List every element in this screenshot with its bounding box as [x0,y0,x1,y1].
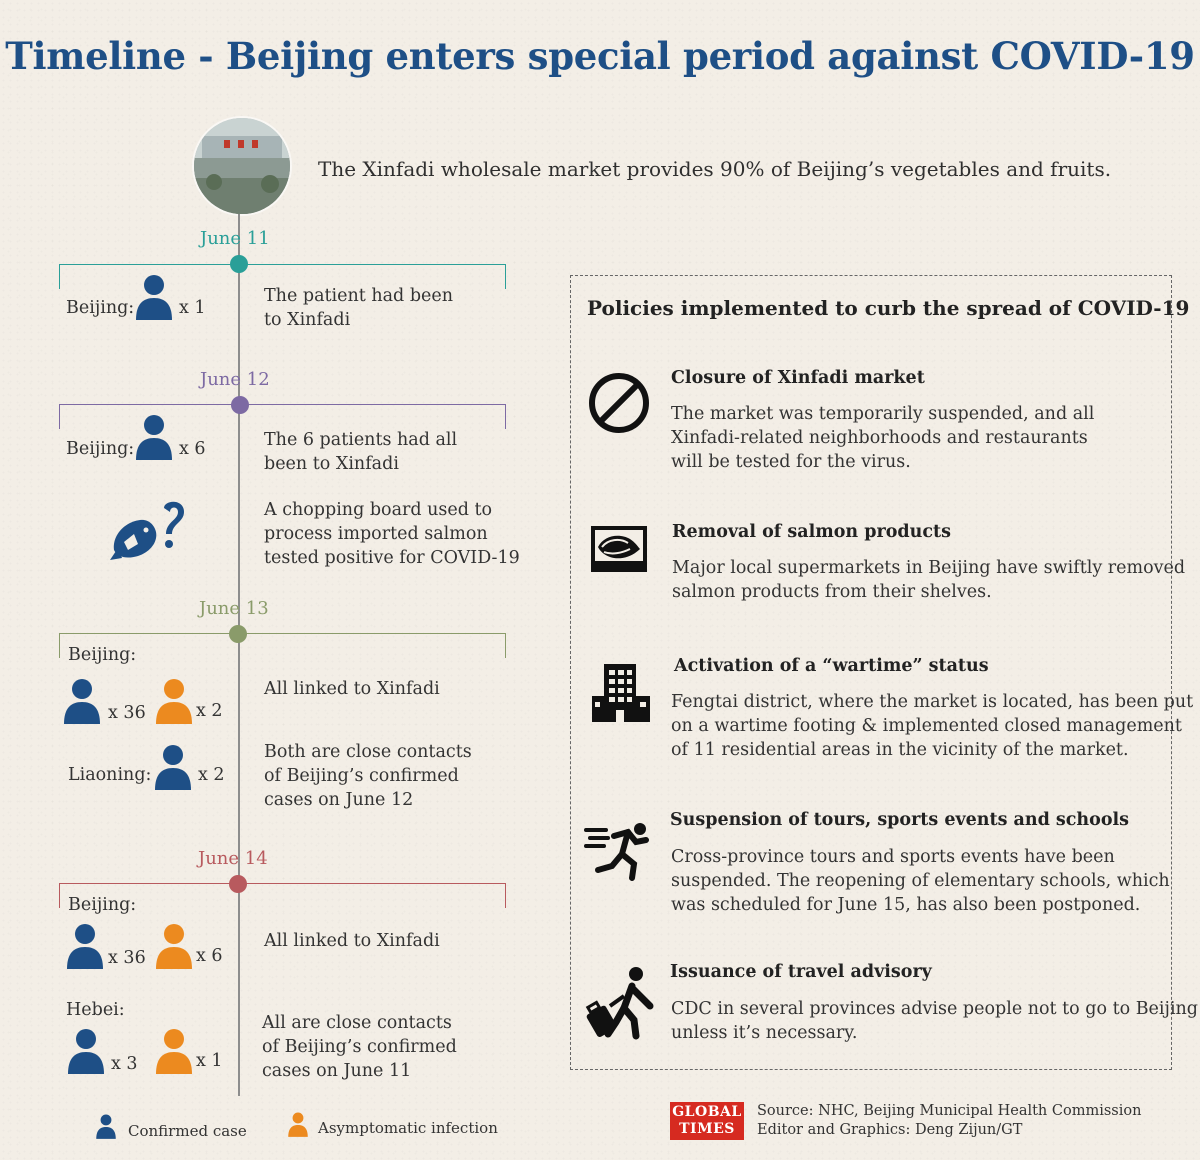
confirmed-person-icon [134,274,174,322]
count-beijing-june-12: x 6 [179,439,206,459]
asymptomatic-person-icon [154,923,194,971]
loc-beijing-june-13: Beijing: [68,645,137,665]
date-june-14: June 14 [198,848,268,869]
global-times-logo: GLOBAL TIMES [670,1102,744,1140]
legend-confirmed-icon [95,1114,117,1140]
count-beijing-asym-june-14: x 6 [196,946,223,966]
count-liaoning-june-13: x 2 [198,765,225,785]
policy-body-salmon: Major local supermarkets in Beijing have swiftly removed salmon products from their shelves. [672,558,1186,602]
runner-icon [584,822,654,882]
prohibited-icon [587,371,651,435]
legend-asymptomatic-label: Asymptomatic infection [318,1119,498,1137]
policy-title-suspension: Suspension of tours, sports events and schools [670,810,1129,830]
dot-june-13 [229,625,247,643]
text-june-12: The 6 patients had all been to Xinfadi [264,430,458,474]
count-hebei-asym-june-14: x 1 [196,1051,223,1071]
asymptomatic-person-icon [154,1028,194,1076]
date-june-13: June 13 [199,598,269,619]
confirmed-person-icon [66,1028,106,1076]
policy-title-wartime: Activation of a “wartime” status [674,656,989,676]
dot-june-12 [231,396,249,414]
bracket-june-12 [59,404,506,429]
confirmed-person-icon [134,414,174,462]
policy-body-suspension: Cross-province tours and sports events have been suspended. The reopening of elementary schools, which was scheduled for June 15, has also been postponed. [671,847,1170,915]
loc-beijing-june-11: Beijing: [66,298,135,318]
traveler-icon [584,966,656,1040]
building-icon [590,660,652,724]
policy-title-salmon: Removal of salmon products [672,522,951,542]
count-beijing-confirmed-june-13: x 36 [108,703,146,723]
salmon-icon [590,525,648,573]
confirmed-person-icon [65,923,105,971]
beijing-text-june-13: All linked to Xinfadi [264,679,440,699]
loc-beijing-june-14: Beijing: [68,895,137,915]
policy-body-closure: The market was temporarily suspended, and all Xinfadi-related neighborhoods and restaurants will be tested for the virus. [671,404,1095,472]
count-beijing-confirmed-june-14: x 36 [108,948,146,968]
policy-title-travel: Issuance of travel advisory [670,962,932,982]
confirmed-person-icon [153,744,193,792]
date-june-12: June 12 [200,369,270,390]
intro-text: The Xinfadi wholesale market provides 90% of Beijing’s vegetables and fruits. [318,157,1112,181]
policies-heading: Policies implemented to curb the spread of COVID-19 [587,296,1190,320]
count-hebei-confirmed-june-14: x 3 [111,1054,138,1074]
text-june-11: The patient had been to Xinfadi [264,286,454,330]
dot-june-14 [229,875,247,893]
date-june-11: June 11 [200,228,270,249]
salmon-text-june-12: A chopping board used to process imported salmon tested positive for COVID-19 [264,500,520,568]
count-beijing-june-11: x 1 [179,298,206,318]
loc-liaoning-june-13: Liaoning: [68,765,152,785]
xinfadi-market-photo [194,118,290,214]
asymptomatic-person-icon [154,678,194,726]
legend-asymptomatic-icon [287,1112,309,1138]
dot-june-11 [230,255,248,273]
policy-body-travel: CDC in several provinces advise people not to go to Beijing unless it’s necessary. [671,999,1199,1043]
liaoning-text-june-13: Both are close contacts of Beijing’s confirmed cases on June 12 [264,742,472,810]
credit-line: Editor and Graphics: Deng Zijun/GT [757,1122,1023,1138]
loc-hebei-june-14: Hebei: [66,1000,125,1020]
source-line: Source: NHC, Beijing Municipal Health Commission [757,1103,1142,1119]
beijing-text-june-14: All linked to Xinfadi [264,931,440,951]
page-title: Timeline - Beijing enters special period against COVID-19 [5,34,1195,78]
policy-body-wartime: Fengtai district, where the market is located, has been put on a wartime footing & implemented closed management of 11 residential areas in the vicinity of the market. [671,692,1194,760]
confirmed-person-icon [62,678,102,726]
loc-beijing-june-12: Beijing: [66,439,135,459]
count-beijing-asym-june-13: x 2 [196,701,223,721]
legend-confirmed-label: Confirmed case [128,1122,247,1140]
salmon-question-icon [108,498,186,564]
policy-title-closure: Closure of Xinfadi market [671,368,925,388]
hebei-text-june-14: All are close contacts of Beijing’s confirmed cases on June 11 [262,1013,457,1081]
